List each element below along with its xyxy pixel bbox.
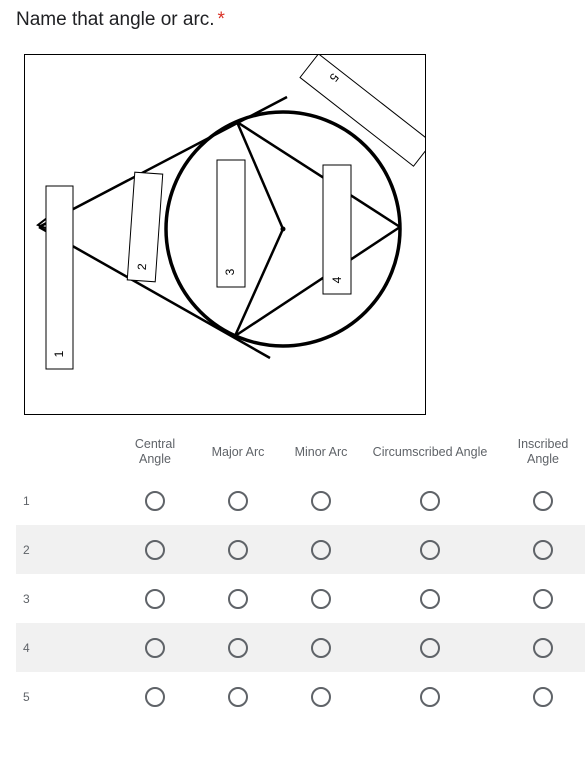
label-box-1 — [46, 186, 73, 369]
grid-row-1 — [16, 476, 585, 525]
label-box-3-text: 3 — [223, 268, 237, 276]
geometry-figure — [24, 54, 426, 415]
label-box-2 — [127, 172, 162, 282]
label-box-5-text: 5 — [326, 70, 342, 85]
chord-upper — [237, 122, 400, 227]
radio-row1-major-arc[interactable] — [228, 491, 248, 511]
label-box-3 — [217, 160, 245, 287]
row-label-4: 4 — [23, 640, 30, 655]
radio-row2-inscribed-angle[interactable] — [533, 540, 553, 560]
radio-row1-minor-arc[interactable] — [311, 491, 331, 511]
radio-row4-minor-arc[interactable] — [311, 638, 331, 658]
radio-row3-major-arc[interactable] — [228, 589, 248, 609]
radio-row2-circumscribed-angle[interactable] — [420, 540, 440, 560]
radio-row2-minor-arc[interactable] — [311, 540, 331, 560]
row-label-1: 1 — [23, 493, 30, 508]
radio-row3-central-angle[interactable] — [145, 589, 165, 609]
label-box-1-text: 1 — [52, 350, 66, 358]
grid-row-2 — [16, 525, 585, 574]
label-box-2-text: 2 — [134, 262, 150, 271]
answer-grid — [16, 428, 585, 721]
radio-row4-central-angle[interactable] — [145, 638, 165, 658]
column-header-central-angle: Central Angle — [134, 437, 176, 466]
row-label-3: 3 — [23, 591, 30, 606]
radio-row3-circumscribed-angle[interactable] — [420, 589, 440, 609]
radio-row1-central-angle[interactable] — [145, 491, 165, 511]
radio-row5-major-arc[interactable] — [228, 687, 248, 707]
radio-row5-circumscribed-angle[interactable] — [420, 687, 440, 707]
radio-row1-circumscribed-angle[interactable] — [420, 491, 440, 511]
column-header-major-arc: Major Arc — [211, 444, 265, 459]
column-header-circumscribed-angle: Circumscribed Angle — [372, 444, 488, 459]
radio-row1-inscribed-angle[interactable] — [533, 491, 553, 511]
grid-row-4 — [16, 623, 585, 672]
required-asterisk: * — [217, 9, 225, 30]
row-label-2: 2 — [23, 542, 30, 557]
radio-row4-circumscribed-angle[interactable] — [420, 638, 440, 658]
question-title — [16, 8, 225, 32]
radio-row4-inscribed-angle[interactable] — [533, 638, 553, 658]
row-label-5: 5 — [23, 689, 30, 704]
radio-row4-major-arc[interactable] — [228, 638, 248, 658]
radio-row5-inscribed-angle[interactable] — [533, 687, 553, 707]
grid-header — [16, 428, 585, 476]
label-box-5 — [300, 55, 425, 166]
circle-angle-diagram — [25, 55, 425, 414]
radio-row5-minor-arc[interactable] — [311, 687, 331, 707]
radio-row3-minor-arc[interactable] — [311, 589, 331, 609]
radio-row5-central-angle[interactable] — [145, 687, 165, 707]
radio-row2-central-angle[interactable] — [145, 540, 165, 560]
radio-row2-major-arc[interactable] — [228, 540, 248, 560]
grid-row-5 — [16, 672, 585, 721]
column-header-inscribed-angle: Inscribed Angle — [517, 437, 569, 466]
grid-row-3 — [16, 574, 585, 623]
question-title-text: Name that angle or arc. — [16, 9, 215, 30]
label-box-4 — [323, 165, 351, 294]
radio-row3-inscribed-angle[interactable] — [533, 589, 553, 609]
circle-center — [281, 227, 286, 232]
label-box-4-text: 4 — [330, 276, 344, 284]
column-header-minor-arc: Minor Arc — [294, 444, 348, 459]
